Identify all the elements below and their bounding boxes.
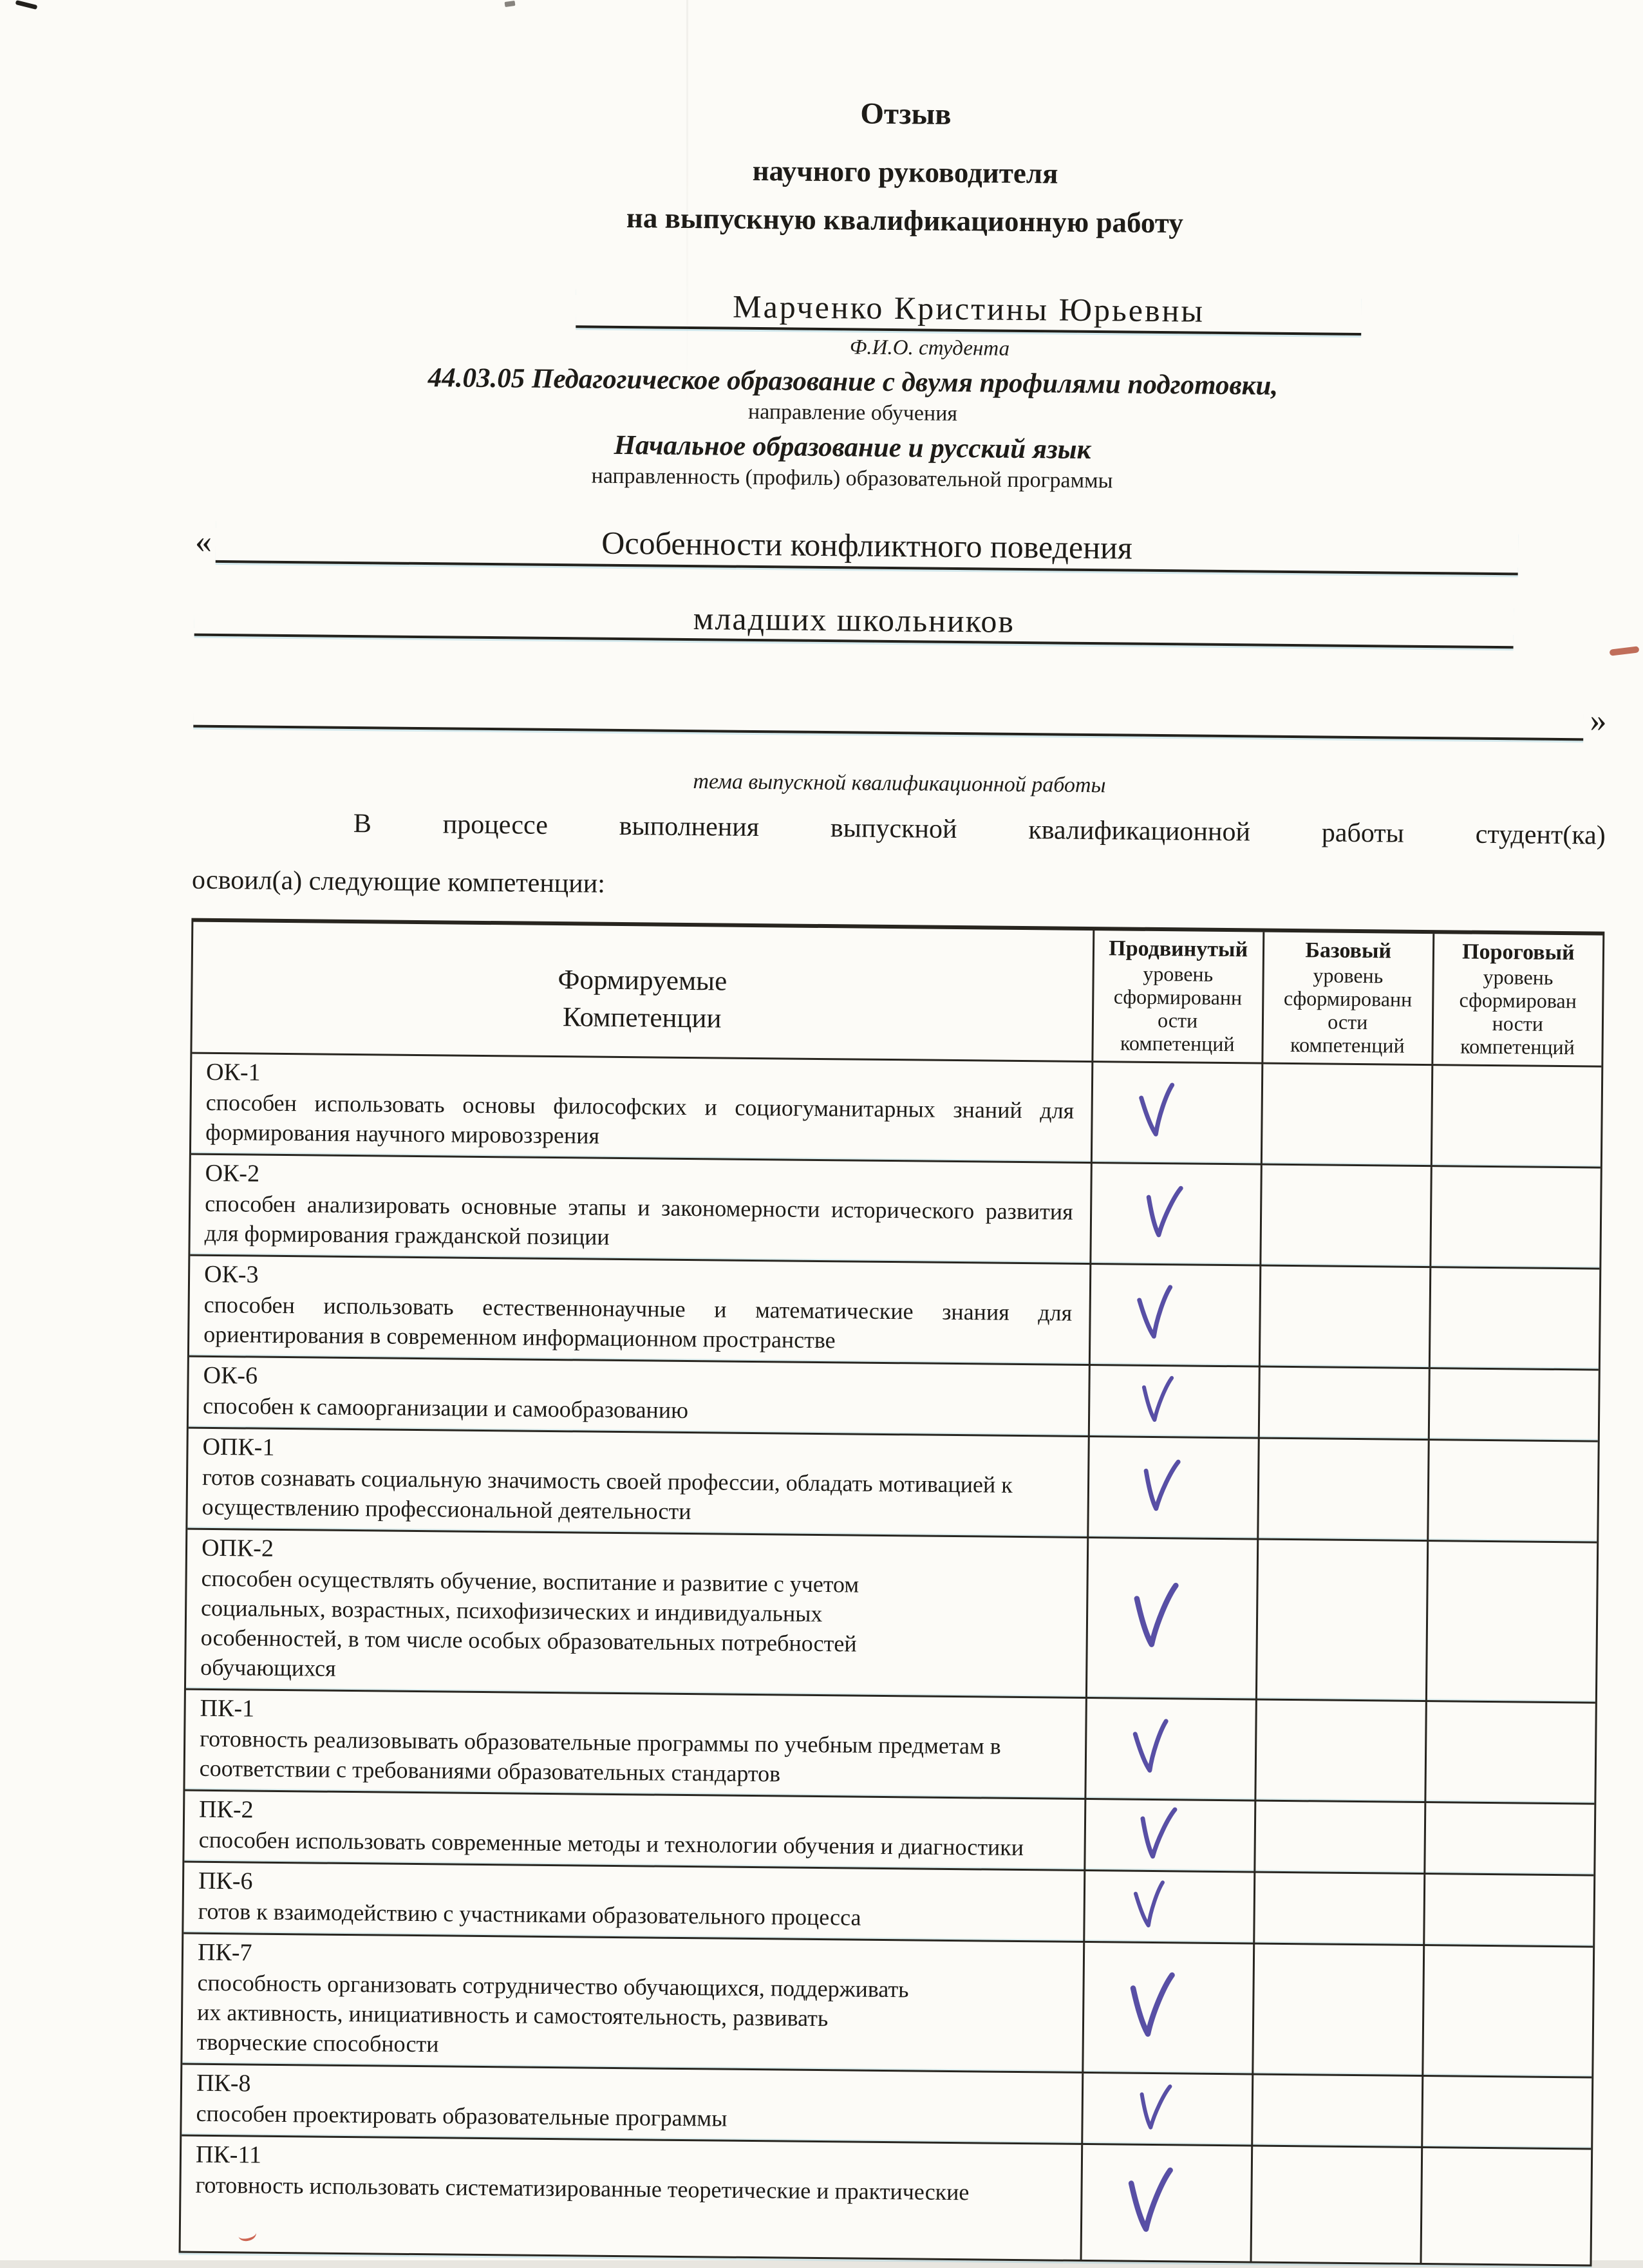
- threshold-level-cell: [1429, 1167, 1601, 1268]
- advanced-level-cell: [1087, 1437, 1258, 1538]
- competency-code: ПК-11: [195, 2140, 262, 2169]
- student-name-block: [576, 287, 1362, 365]
- competency-code: ПК-7: [197, 1938, 252, 1967]
- theme-caption: тема выпускной квалификационной работы: [693, 770, 1106, 798]
- close-quote-mark: »: [1590, 702, 1607, 739]
- typed-content: [179, 0, 1614, 2267]
- basic-level-cell: [1257, 1439, 1428, 1540]
- competency-description: способен использовать современные методы и технологии обучения и диагностики: [198, 1826, 1024, 1861]
- threshold-level-cell: [1422, 1946, 1593, 2077]
- theme-line3-row: [193, 698, 1606, 741]
- competency-cell: [181, 2137, 1081, 2260]
- advanced-level-cell: [1090, 1063, 1261, 1164]
- threshold-level-cell: [1424, 1702, 1595, 1803]
- theme-line2: младших школьников: [194, 594, 1514, 649]
- basic-level-cell: [1250, 2146, 1421, 2263]
- intro-paragraph-line1: В процессе выполнения выпускной квалификационной работы студент(ка): [353, 809, 1606, 851]
- advanced-level-cell: [1083, 1871, 1253, 1943]
- document-title-line2: научного руководителя: [752, 154, 1058, 190]
- basic-level-cell: [1254, 1701, 1425, 1802]
- table-row: [183, 1861, 1593, 1946]
- competency-description: готов к взаимодействию с участниками образовательного процесса: [198, 1898, 861, 1931]
- advanced-level-cell: [1089, 1164, 1261, 1265]
- threshold-level-cell: [1425, 1542, 1597, 1702]
- program-profile: Начальное образование и русский язык: [614, 430, 1091, 465]
- competency-description: способен осуществлять обучение, воспитание и развитие с учетом социальных, возрастных, психофизических и индивидуальных особенностей, в том числе особых образовательных потребностей обучающихся: [200, 1565, 859, 1681]
- competency-code: ОПК-2: [201, 1534, 274, 1562]
- table-row: [186, 1528, 1597, 1702]
- checkmark-icon: [1129, 1717, 1174, 1781]
- competency-cell: [191, 1054, 1091, 1162]
- basic-level-cell: [1251, 2075, 1422, 2146]
- competency-cell: [183, 1863, 1084, 1941]
- basic-level-cell: [1261, 1064, 1432, 1166]
- basic-level-cell: [1259, 1267, 1430, 1368]
- competency-description: способность организовать сотрудничество обучающихся, поддерживать их активность, инициативность и самостоятельность, развивать творческие способности: [196, 1969, 909, 2057]
- threshold-level-cell: [1423, 1803, 1594, 1875]
- competency-cell: [184, 1791, 1084, 1869]
- threshold-level-cell: [1423, 1875, 1593, 1946]
- threshold-level-cell: [1429, 1268, 1600, 1369]
- competency-cell: [189, 1357, 1089, 1435]
- competencies-header-line2: Компетенции: [562, 1002, 722, 1034]
- threshold-level-cell: [1428, 1369, 1599, 1441]
- student-name: Марченко Кристины Юрьевны: [576, 287, 1362, 335]
- checkmark-icon: [1124, 2165, 1176, 2242]
- checkmark-icon: [1138, 1455, 1183, 1520]
- competency-description: готовность реализовывать образовательные программы по учебным предметам в соответствии с требованиями образовательных стандартов: [199, 1725, 1001, 1787]
- table-row: [190, 1153, 1600, 1268]
- intro-paragraph: [192, 808, 1606, 909]
- checkmark-icon: [1139, 1374, 1176, 1429]
- program-block: [146, 359, 1560, 498]
- competency-code: ПК-8: [196, 2069, 251, 2097]
- threshold-level-header: Пороговый уровень сформирован ности компетенций: [1431, 934, 1602, 1066]
- program-profile-caption: направленность (профиль) образовательной программы: [591, 464, 1113, 493]
- advanced-level-cell: [1087, 1366, 1258, 1437]
- student-name-caption: Ф.И.О. студента: [849, 335, 1010, 361]
- theme-line1-row: [195, 519, 1609, 576]
- competency-description: способен к самоорганизации и самообразованию: [202, 1392, 689, 1424]
- checkmark-icon: [1129, 1580, 1181, 1657]
- checkmark-icon: [1126, 1970, 1178, 2046]
- competency-cell: [190, 1155, 1090, 1263]
- table-row: [181, 2135, 1591, 2265]
- program-direction: 44.03.05 Педагогическое образование с двумя профилями подготовки,: [427, 363, 1279, 401]
- competency-description: готовность использовать систематизированные теоретические и практические: [195, 2171, 970, 2206]
- advanced-level-cell: [1081, 2074, 1252, 2145]
- intro-paragraph-line2: освоил(а) следующие компетенции:: [191, 865, 606, 899]
- theme-line1: Особенности конфликтного поведения: [216, 519, 1519, 575]
- competency-cell: [186, 1530, 1087, 1697]
- open-quote-mark: «: [194, 523, 212, 560]
- threshold-level-cell: [1427, 1441, 1598, 1542]
- competency-cell: [189, 1256, 1089, 1364]
- competency-description: способен использовать естественнонаучные и математические знания для ориентирования в современном информационном пространстве: [203, 1291, 1073, 1354]
- advanced-level-cell: [1088, 1265, 1259, 1366]
- competency-code: ОК-3: [203, 1260, 259, 1289]
- competency-cell: [182, 1934, 1082, 2072]
- table-row: [184, 1790, 1594, 1875]
- table-row: [182, 1933, 1593, 2077]
- theme-line3-blank: [193, 699, 1583, 741]
- advanced-level-cell: [1084, 1800, 1254, 1871]
- checkmark-icon: [1134, 2081, 1174, 2137]
- table-row: [189, 1356, 1599, 1441]
- competency-code: ОК-2: [205, 1159, 260, 1187]
- advanced-level-cell: [1085, 1538, 1256, 1699]
- competency-code: ПК-1: [200, 1694, 255, 1723]
- competencies-header-line1: Формируемые: [558, 965, 728, 997]
- competency-code: ОК-1: [205, 1058, 261, 1086]
- competency-cell: [182, 2065, 1082, 2143]
- basic-level-cell: [1253, 1802, 1424, 1873]
- document-title-line3: на выпускную квалификационную работу: [626, 202, 1184, 240]
- table-row: [185, 1688, 1595, 1803]
- checkmark-icon: [1130, 1878, 1169, 1934]
- basic-level-cell: [1255, 1540, 1427, 1701]
- basic-level-cell: [1252, 1944, 1423, 2075]
- table-row: [189, 1254, 1599, 1369]
- advanced-level-cell: [1082, 1943, 1253, 2074]
- competency-description: способен использовать основы философских и социогуманитарных знаний для формирования научного мировоззрения: [205, 1089, 1075, 1149]
- advanced-level-cell: [1080, 2145, 1251, 2262]
- table-row: [187, 1427, 1597, 1542]
- basic-level-cell: [1259, 1166, 1431, 1267]
- document-title-line1: Отзыв: [860, 97, 952, 131]
- checkmark-icon: [1134, 1803, 1179, 1867]
- table-row: [182, 2063, 1591, 2148]
- checkmark-icon: [1140, 1182, 1185, 1246]
- competency-code: ПК-6: [198, 1867, 253, 1895]
- competencies-column-header: [192, 922, 1092, 1061]
- program-direction-caption: направление обучения: [747, 399, 958, 426]
- threshold-level-cell: [1420, 2148, 1591, 2265]
- theme-block: [192, 519, 1608, 804]
- competency-description: способен анализировать основные этапы и закономерности исторического развития для формирования гражданской позиции: [204, 1190, 1073, 1250]
- competency-cell: [187, 1429, 1087, 1536]
- checkmark-icon: [1133, 1283, 1178, 1347]
- basic-level-header: Базовый уровень сформированн ости компетенций: [1261, 932, 1432, 1064]
- table-row: [191, 1054, 1601, 1167]
- competency-cell: [185, 1690, 1085, 1798]
- threshold-level-cell: [1421, 2077, 1591, 2148]
- competency-code: ОПК-1: [202, 1433, 275, 1461]
- threshold-level-cell: [1431, 1066, 1602, 1167]
- competency-table: [179, 918, 1605, 2267]
- scan-crease-artifact: [686, 0, 688, 412]
- competency-code: ОК-6: [203, 1361, 258, 1390]
- checkmark-icon: [1135, 1081, 1180, 1145]
- competency-description: способен проектировать образовательные программы: [196, 2100, 728, 2131]
- basic-level-cell: [1253, 1873, 1423, 1944]
- advanced-level-header: Продвинутый уровень сформированн ости компетенций: [1091, 931, 1263, 1063]
- competency-description: готов сознавать социальную значимость своей профессии, обладать мотивацией к осуществлению профессиональной деятельности: [202, 1464, 1013, 1525]
- advanced-level-cell: [1084, 1699, 1255, 1800]
- basic-level-cell: [1258, 1368, 1429, 1439]
- competency-code: ПК-2: [198, 1795, 254, 1824]
- competency-table-header: [192, 922, 1602, 1068]
